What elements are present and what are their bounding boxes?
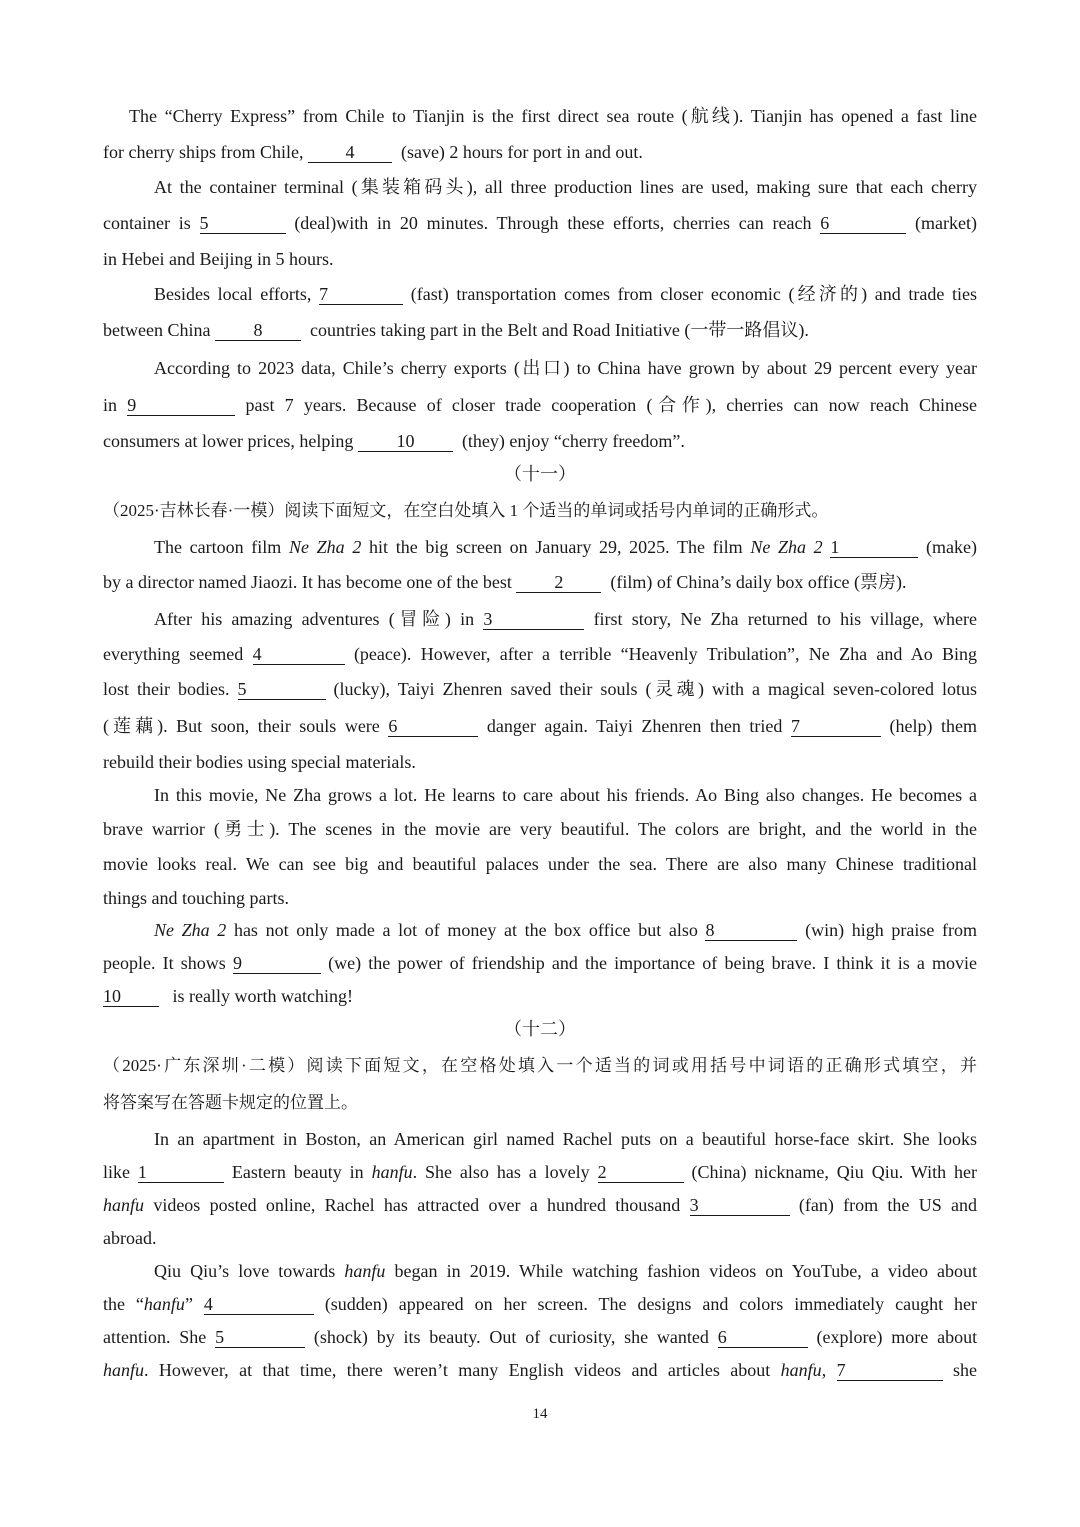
blank-5: 5 xyxy=(238,679,326,700)
hanfu-word: hanfu xyxy=(143,1294,185,1314)
text: (China) nickname, Qiu Qiu. With her xyxy=(691,1162,977,1182)
text: (market) xyxy=(915,213,978,233)
hanfu-word: hanfu xyxy=(344,1261,386,1281)
text: (film) of China’s daily box office (票房). xyxy=(610,572,907,592)
text: for cherry ships from Chile, xyxy=(103,142,304,162)
text: The “Cherry Express” from Chile to Tianjin is the first direct sea route (航线). Tianjin has opened a fast line xyxy=(129,106,977,126)
text: (peace). However, after a terrible “Heavenly Tribulation”, Ne Zha and Ao Bing xyxy=(353,644,978,664)
paragraph-line xyxy=(103,714,977,738)
blank-10: 10 xyxy=(358,431,453,452)
paragraph-line xyxy=(103,1160,977,1184)
blank-5: 5 xyxy=(200,213,286,234)
text: (make) xyxy=(926,537,977,557)
text: container is xyxy=(103,213,191,233)
text: countries taking part in the Belt and Road Initiative (一带一路倡议). xyxy=(309,320,809,340)
paragraph-line: movie looks real. We can see big and beautiful palaces under the sea. There are also many Chinese traditional xyxy=(103,854,977,874)
text: between China xyxy=(103,320,211,340)
section-heading: （十一） xyxy=(504,464,576,484)
paragraph-line xyxy=(103,1193,977,1217)
paragraph-line xyxy=(103,677,977,701)
paragraph-line xyxy=(103,104,977,128)
text: in Hebei and Beijing in 5 hours. xyxy=(103,249,334,269)
paragraph-line: rebuild their bodies using special materials. xyxy=(103,752,416,772)
text: The cartoon film xyxy=(154,537,282,557)
paragraph-line xyxy=(103,318,977,342)
text: (they) enjoy “cherry freedom”. xyxy=(461,431,685,451)
text: ” xyxy=(184,1294,193,1314)
text: According to 2023 data, Chile’s cherry exports (出口) to China have grown by about 29 percent every year xyxy=(154,358,977,378)
text: (莲藕). But soon, their souls were xyxy=(103,716,380,736)
text: by a director named Jiaozi. It has become one of the best xyxy=(103,572,512,592)
text: Eastern beauty in xyxy=(231,1162,364,1182)
paragraph-line xyxy=(103,1325,977,1349)
text: videos posted online, Rachel has attracted over a hundred thousand xyxy=(153,1195,681,1215)
blank-3: 3 xyxy=(690,1195,790,1216)
paragraph-line xyxy=(103,356,977,380)
blank-6: 6 xyxy=(718,1327,808,1348)
text: Besides local efforts, xyxy=(154,284,312,304)
text: past 7 years. Because of closer trade cooperation (合作), cherries can now reach Chinese xyxy=(245,395,978,415)
paragraph-line: In an apartment in Boston, an American girl named Rachel puts on a beautiful horse-face skirt. She looks xyxy=(154,1129,977,1149)
blank-2: 2 xyxy=(516,572,601,593)
text: lost their bodies. xyxy=(103,679,230,699)
text: like xyxy=(103,1162,130,1182)
paragraph-line xyxy=(103,951,977,975)
film-title: Ne Zha 2 xyxy=(154,920,227,940)
text: began in 2019. While watching fashion videos on YouTube, a video about xyxy=(394,1261,978,1281)
paragraph-line xyxy=(103,429,977,453)
blank-4: 4 xyxy=(308,142,392,163)
section-instruction: 将答案写在答题卡规定的位置上。 xyxy=(103,1093,358,1112)
text: (deal)with in 20 minutes. Through these efforts, cherries can reach xyxy=(294,213,812,233)
blank-1: 1 xyxy=(830,537,918,558)
blank-7: 7 xyxy=(837,1360,943,1381)
section-heading: （十二） xyxy=(504,1019,576,1039)
text: people. It shows xyxy=(103,953,226,973)
text: everything seemed xyxy=(103,644,244,664)
paragraph-line: abroad. xyxy=(103,1228,157,1248)
hanfu-word: hanfu xyxy=(103,1360,145,1380)
text: hit the big screen on January 29, 2025. The film xyxy=(369,537,743,557)
paragraph-line xyxy=(103,393,977,417)
text: . She also has a lovely xyxy=(412,1162,590,1182)
blank-9: 9 xyxy=(233,953,321,974)
film-title: Ne Zha 2 xyxy=(750,537,823,557)
paragraph-line xyxy=(103,570,977,594)
blank-7: 7 xyxy=(791,716,881,737)
blank-5: 5 xyxy=(215,1327,305,1348)
paragraph-line xyxy=(103,1358,977,1382)
blank-1: 1 xyxy=(138,1162,224,1183)
paragraph-line: brave warrior (勇士). The scenes in the movie are very beautiful. The colors are bright, and the world in the xyxy=(103,819,977,839)
text: (win) high praise from xyxy=(805,920,977,940)
paragraph-line xyxy=(103,1292,977,1316)
blank-4: 4 xyxy=(253,644,345,665)
paragraph-line xyxy=(103,175,977,199)
text: (lucky), Taiyi Zhenren saved their souls (灵魂) with a magical seven-colored lotus xyxy=(333,679,977,699)
text: is really worth watching! xyxy=(172,986,353,1006)
paragraph-line xyxy=(103,247,977,271)
paragraph-line xyxy=(103,642,977,666)
text: first story, Ne Zha returned to his village, where xyxy=(593,609,977,629)
paragraph-line: In this movie, Ne Zha grows a lot. He learns to care about his friends. Ao Bing also changes. He becomes a xyxy=(154,785,977,805)
text: (help) them xyxy=(889,716,978,736)
section-instruction: （2025·吉林长春·一模）阅读下面短文，在空白处填入 1 个适当的单词或括号内单词的正确形式。 xyxy=(103,501,829,520)
paragraph-line xyxy=(103,607,977,631)
hanfu-word: hanfu xyxy=(780,1360,822,1380)
text: . However, at that time, there weren’t many English videos and articles about xyxy=(144,1360,771,1380)
text: , xyxy=(821,1360,827,1380)
blank-9: 9 xyxy=(127,395,235,416)
blank-6: 6 xyxy=(820,213,906,234)
text: At the container terminal (集装箱码头), all three production lines are used, making sure that each cherry xyxy=(154,177,977,197)
text: After his amazing adventures (冒险) in xyxy=(154,609,475,629)
text: has not only made a lot of money at the box office but also xyxy=(233,920,698,940)
text: the “ xyxy=(103,1294,144,1314)
blank-2: 2 xyxy=(598,1162,684,1183)
text: (shock) by its beauty. Out of curiosity, she wanted xyxy=(313,1327,709,1347)
text: in xyxy=(103,395,118,415)
hanfu-word: hanfu xyxy=(371,1162,413,1182)
text: (sudden) appeared on her screen. The designs and colors immediately caught her xyxy=(324,1294,978,1314)
paragraph-line xyxy=(103,140,977,164)
paragraph-line xyxy=(103,535,977,559)
text: she xyxy=(953,1360,978,1380)
blank-6: 6 xyxy=(388,716,478,737)
hanfu-word: hanfu xyxy=(103,1195,145,1215)
blank-7: 7 xyxy=(319,284,403,305)
blank-4: 4 xyxy=(204,1294,314,1315)
text: consumers at lower prices, helping xyxy=(103,431,354,451)
text: (we) the power of friendship and the importance of being brave. I think it is a movie xyxy=(328,953,978,973)
paragraph-line xyxy=(103,211,977,235)
paragraph-line xyxy=(103,282,977,306)
text: Qiu Qiu’s love towards xyxy=(154,1261,336,1281)
text: (fast) transportation comes from closer economic (经济的) and trade ties xyxy=(410,284,978,304)
page-number: 14 xyxy=(532,1406,548,1422)
section-instruction: （2025·广东深圳·二模）阅读下面短文，在空格处填入一个适当的词或用括号中词语的正确形式填空，并 xyxy=(103,1056,977,1075)
text: (save) 2 hours for port in and out. xyxy=(400,142,643,162)
paragraph-line xyxy=(103,1259,977,1283)
blank-10: 10 xyxy=(103,986,159,1007)
blank-8: 8 xyxy=(705,920,797,941)
paragraph-line xyxy=(103,918,977,942)
text: danger again. Taiyi Zhenren then tried xyxy=(486,716,783,736)
paragraph-line: things and touching parts. xyxy=(103,888,289,908)
blank-3: 3 xyxy=(483,609,584,630)
text: attention. She xyxy=(103,1327,207,1347)
blank-8: 8 xyxy=(215,320,301,341)
text: (explore) more about xyxy=(816,1327,978,1347)
text: (fan) from the US and xyxy=(798,1195,978,1215)
film-title: Ne Zha 2 xyxy=(288,537,362,557)
paragraph-line xyxy=(103,984,977,1008)
